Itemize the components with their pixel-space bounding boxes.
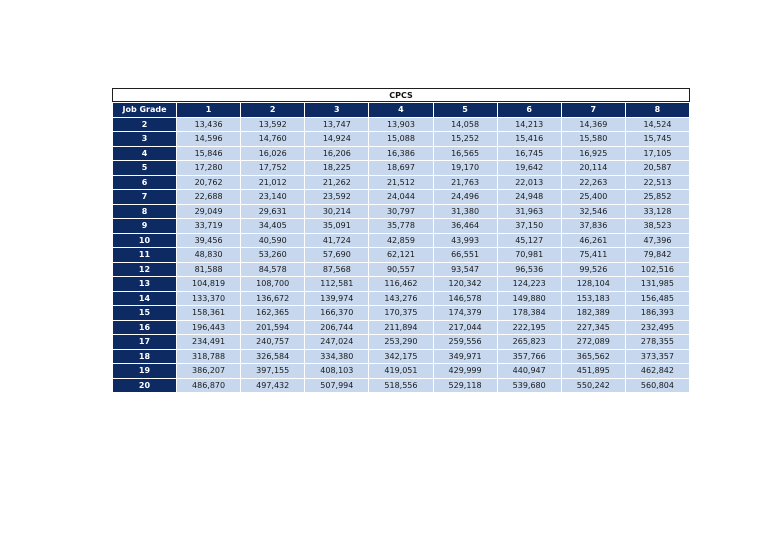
salary-cell: 99,526 <box>561 262 625 277</box>
salary-cell: 22,263 <box>561 175 625 190</box>
salary-cell: 21,012 <box>241 175 305 190</box>
salary-cell: 25,852 <box>625 190 689 205</box>
salary-cell: 253,290 <box>369 335 433 350</box>
salary-cell: 357,766 <box>497 349 561 364</box>
salary-cell: 22,013 <box>497 175 561 190</box>
salary-cell: 186,393 <box>625 306 689 321</box>
salary-cell: 166,370 <box>305 306 369 321</box>
salary-cell: 29,631 <box>241 204 305 219</box>
salary-cell: 486,870 <box>177 378 241 393</box>
salary-cell: 149,880 <box>497 291 561 306</box>
header-step-8: 8 <box>625 103 689 118</box>
table-row <box>113 262 690 277</box>
salary-cell: 116,462 <box>369 277 433 292</box>
salary-cell: 90,557 <box>369 262 433 277</box>
table-row <box>113 364 690 379</box>
salary-cell: 201,594 <box>241 320 305 335</box>
table-row <box>113 233 690 248</box>
salary-cell: 206,744 <box>305 320 369 335</box>
salary-cell: 196,443 <box>177 320 241 335</box>
salary-cell: 247,024 <box>305 335 369 350</box>
salary-cell: 326,584 <box>241 349 305 364</box>
job-grade-cell: 11 <box>113 248 177 263</box>
table-row <box>113 277 690 292</box>
salary-cell: 240,757 <box>241 335 305 350</box>
salary-cell: 550,242 <box>561 378 625 393</box>
salary-cell: 45,127 <box>497 233 561 248</box>
salary-cell: 21,262 <box>305 175 369 190</box>
job-grade-cell: 13 <box>113 277 177 292</box>
salary-cell: 84,578 <box>241 262 305 277</box>
salary-cell: 278,355 <box>625 335 689 350</box>
table-row <box>113 349 690 364</box>
salary-cell: 70,981 <box>497 248 561 263</box>
salary-cell: 13,903 <box>369 117 433 132</box>
salary-cell: 124,223 <box>497 277 561 292</box>
salary-cell: 43,993 <box>433 233 497 248</box>
salary-cell: 48,830 <box>177 248 241 263</box>
salary-cell: 20,762 <box>177 175 241 190</box>
salary-cell: 79,842 <box>625 248 689 263</box>
salary-cell: 222,195 <box>497 320 561 335</box>
salary-cell: 33,719 <box>177 219 241 234</box>
salary-cell: 14,760 <box>241 132 305 147</box>
table-row <box>113 320 690 335</box>
salary-cell: 497,432 <box>241 378 305 393</box>
salary-cell: 18,225 <box>305 161 369 176</box>
salary-cell: 37,836 <box>561 219 625 234</box>
salary-cell: 15,846 <box>177 146 241 161</box>
salary-cell: 47,396 <box>625 233 689 248</box>
salary-cell: 120,342 <box>433 277 497 292</box>
salary-cell: 66,551 <box>433 248 497 263</box>
salary-cell: 29,049 <box>177 204 241 219</box>
salary-cell: 53,260 <box>241 248 305 263</box>
salary-cell: 16,206 <box>305 146 369 161</box>
table-row <box>113 248 690 263</box>
salary-cell: 234,491 <box>177 335 241 350</box>
salary-cell: 17,752 <box>241 161 305 176</box>
salary-cell: 93,547 <box>433 262 497 277</box>
salary-cell: 15,416 <box>497 132 561 147</box>
salary-cell: 16,026 <box>241 146 305 161</box>
table-row <box>113 117 690 132</box>
salary-cell: 170,375 <box>369 306 433 321</box>
salary-cell: 23,140 <box>241 190 305 205</box>
salary-cell: 13,592 <box>241 117 305 132</box>
header-job-grade: Job Grade <box>113 103 177 118</box>
salary-cell: 96,536 <box>497 262 561 277</box>
job-grade-cell: 19 <box>113 364 177 379</box>
salary-cell: 21,763 <box>433 175 497 190</box>
job-grade-cell: 15 <box>113 306 177 321</box>
salary-cell: 18,697 <box>369 161 433 176</box>
job-grade-cell: 20 <box>113 378 177 393</box>
salary-cell: 560,804 <box>625 378 689 393</box>
salary-cell: 16,565 <box>433 146 497 161</box>
salary-cell: 33,128 <box>625 204 689 219</box>
table-body <box>113 117 690 393</box>
header-step-2: 2 <box>241 103 305 118</box>
salary-cell: 272,089 <box>561 335 625 350</box>
salary-cell: 133,370 <box>177 291 241 306</box>
salary-cell: 462,842 <box>625 364 689 379</box>
salary-cell: 451,895 <box>561 364 625 379</box>
salary-cell: 17,105 <box>625 146 689 161</box>
salary-cell: 21,512 <box>369 175 433 190</box>
salary-cell: 57,690 <box>305 248 369 263</box>
job-grade-cell: 16 <box>113 320 177 335</box>
salary-cell: 87,568 <box>305 262 369 277</box>
table-row <box>113 219 690 234</box>
salary-cell: 136,672 <box>241 291 305 306</box>
table-row <box>113 146 690 161</box>
salary-cell: 20,587 <box>625 161 689 176</box>
salary-cell: 365,562 <box>561 349 625 364</box>
salary-cell: 174,379 <box>433 306 497 321</box>
salary-cell: 227,345 <box>561 320 625 335</box>
salary-cell: 318,788 <box>177 349 241 364</box>
salary-cell: 32,546 <box>561 204 625 219</box>
header-step-4: 4 <box>369 103 433 118</box>
salary-cell: 37,150 <box>497 219 561 234</box>
salary-cell: 265,823 <box>497 335 561 350</box>
salary-cell: 22,513 <box>625 175 689 190</box>
job-grade-cell: 6 <box>113 175 177 190</box>
salary-cell: 24,044 <box>369 190 433 205</box>
salary-cell: 342,175 <box>369 349 433 364</box>
salary-cell: 104,819 <box>177 277 241 292</box>
salary-cell: 38,523 <box>625 219 689 234</box>
salary-table-container <box>112 88 690 393</box>
salary-cell: 334,380 <box>305 349 369 364</box>
table-row <box>113 204 690 219</box>
salary-cell: 62,121 <box>369 248 433 263</box>
salary-cell: 397,155 <box>241 364 305 379</box>
salary-cell: 16,745 <box>497 146 561 161</box>
salary-cell: 373,357 <box>625 349 689 364</box>
salary-cell: 14,058 <box>433 117 497 132</box>
table-row <box>113 306 690 321</box>
job-grade-cell: 17 <box>113 335 177 350</box>
salary-cell: 131,985 <box>625 277 689 292</box>
salary-cell: 232,495 <box>625 320 689 335</box>
salary-cell: 22,688 <box>177 190 241 205</box>
salary-cell: 34,405 <box>241 219 305 234</box>
salary-cell: 14,524 <box>625 117 689 132</box>
salary-cell: 14,213 <box>497 117 561 132</box>
header-row <box>113 103 690 118</box>
header-step-5: 5 <box>433 103 497 118</box>
salary-cell: 30,797 <box>369 204 433 219</box>
salary-cell: 429,999 <box>433 364 497 379</box>
salary-cell: 182,389 <box>561 306 625 321</box>
salary-cell: 24,948 <box>497 190 561 205</box>
salary-cell: 42,859 <box>369 233 433 248</box>
salary-cell: 539,680 <box>497 378 561 393</box>
salary-cell: 419,051 <box>369 364 433 379</box>
salary-cell: 24,496 <box>433 190 497 205</box>
job-grade-cell: 10 <box>113 233 177 248</box>
salary-cell: 46,261 <box>561 233 625 248</box>
header-step-1: 1 <box>177 103 241 118</box>
table-title: CPCS <box>112 88 690 102</box>
salary-cell: 20,114 <box>561 161 625 176</box>
table-row <box>113 161 690 176</box>
salary-cell: 35,091 <box>305 219 369 234</box>
table-row <box>113 291 690 306</box>
salary-cell: 349,971 <box>433 349 497 364</box>
salary-cell: 529,118 <box>433 378 497 393</box>
table-row <box>113 378 690 393</box>
table-row <box>113 190 690 205</box>
header-step-7: 7 <box>561 103 625 118</box>
salary-cell: 41,724 <box>305 233 369 248</box>
salary-scale-table <box>112 102 690 393</box>
job-grade-cell: 7 <box>113 190 177 205</box>
job-grade-cell: 4 <box>113 146 177 161</box>
salary-cell: 35,778 <box>369 219 433 234</box>
salary-cell: 386,207 <box>177 364 241 379</box>
salary-cell: 507,994 <box>305 378 369 393</box>
salary-cell: 30,214 <box>305 204 369 219</box>
salary-cell: 13,747 <box>305 117 369 132</box>
salary-cell: 75,411 <box>561 248 625 263</box>
salary-cell: 15,252 <box>433 132 497 147</box>
salary-cell: 36,464 <box>433 219 497 234</box>
salary-cell: 31,963 <box>497 204 561 219</box>
salary-cell: 128,104 <box>561 277 625 292</box>
header-step-3: 3 <box>305 103 369 118</box>
salary-cell: 408,103 <box>305 364 369 379</box>
salary-cell: 25,400 <box>561 190 625 205</box>
salary-cell: 31,380 <box>433 204 497 219</box>
salary-cell: 14,369 <box>561 117 625 132</box>
salary-cell: 19,170 <box>433 161 497 176</box>
salary-cell: 162,365 <box>241 306 305 321</box>
salary-cell: 139,974 <box>305 291 369 306</box>
salary-cell: 15,745 <box>625 132 689 147</box>
salary-cell: 39,456 <box>177 233 241 248</box>
salary-cell: 143,276 <box>369 291 433 306</box>
salary-cell: 40,590 <box>241 233 305 248</box>
salary-cell: 15,580 <box>561 132 625 147</box>
salary-cell: 102,516 <box>625 262 689 277</box>
salary-cell: 146,578 <box>433 291 497 306</box>
job-grade-cell: 2 <box>113 117 177 132</box>
salary-cell: 211,894 <box>369 320 433 335</box>
salary-cell: 23,592 <box>305 190 369 205</box>
salary-cell: 19,642 <box>497 161 561 176</box>
salary-cell: 156,485 <box>625 291 689 306</box>
salary-cell: 217,044 <box>433 320 497 335</box>
table-row <box>113 132 690 147</box>
salary-cell: 153,183 <box>561 291 625 306</box>
salary-cell: 108,700 <box>241 277 305 292</box>
salary-cell: 112,581 <box>305 277 369 292</box>
job-grade-cell: 8 <box>113 204 177 219</box>
salary-cell: 14,924 <box>305 132 369 147</box>
salary-cell: 158,361 <box>177 306 241 321</box>
table-row <box>113 335 690 350</box>
job-grade-cell: 3 <box>113 132 177 147</box>
job-grade-cell: 14 <box>113 291 177 306</box>
salary-cell: 259,556 <box>433 335 497 350</box>
job-grade-cell: 18 <box>113 349 177 364</box>
table-row <box>113 175 690 190</box>
job-grade-cell: 9 <box>113 219 177 234</box>
job-grade-cell: 12 <box>113 262 177 277</box>
salary-cell: 14,596 <box>177 132 241 147</box>
salary-cell: 81,588 <box>177 262 241 277</box>
job-grade-cell: 5 <box>113 161 177 176</box>
salary-cell: 16,386 <box>369 146 433 161</box>
salary-cell: 440,947 <box>497 364 561 379</box>
salary-cell: 178,384 <box>497 306 561 321</box>
salary-cell: 17,280 <box>177 161 241 176</box>
header-step-6: 6 <box>497 103 561 118</box>
salary-cell: 15,088 <box>369 132 433 147</box>
salary-cell: 13,436 <box>177 117 241 132</box>
salary-cell: 16,925 <box>561 146 625 161</box>
salary-cell: 518,556 <box>369 378 433 393</box>
